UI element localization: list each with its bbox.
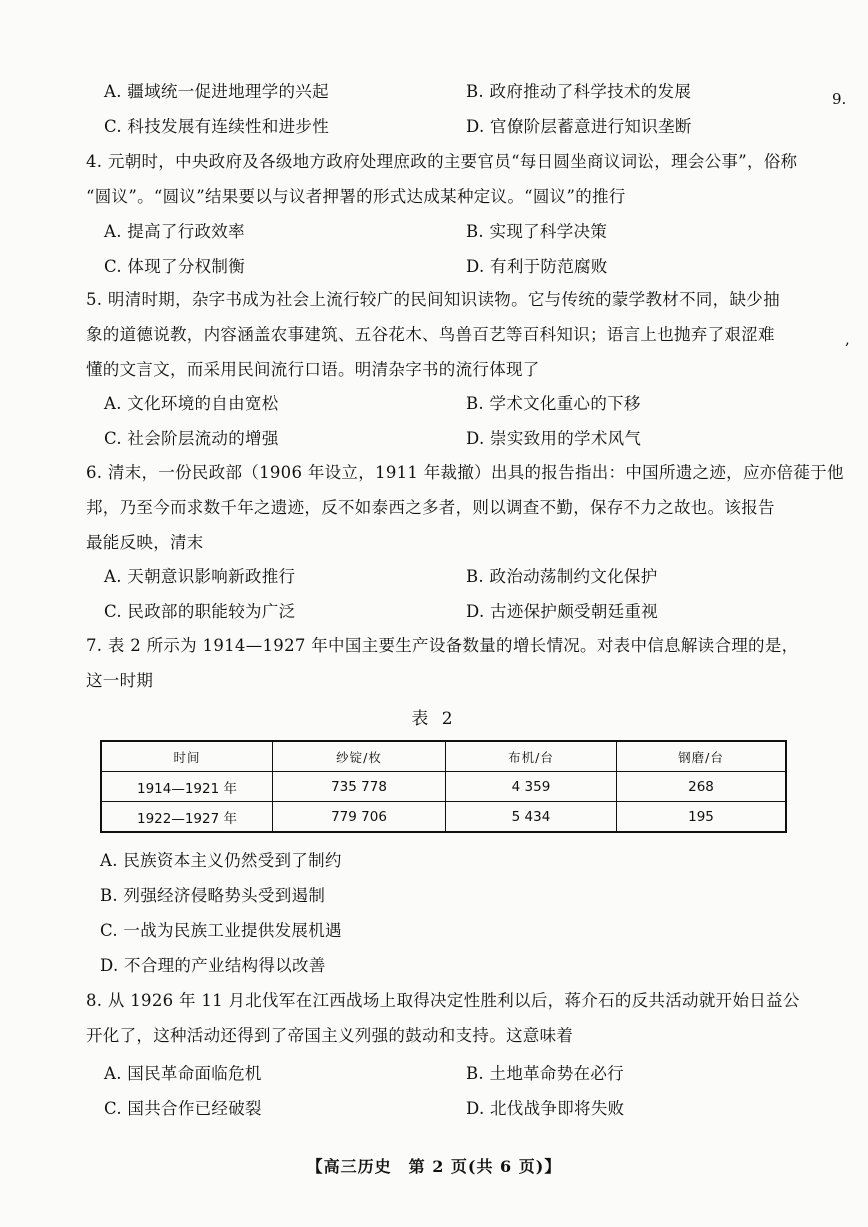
q5-stem-line-2: 象的道德说教，内容涵盖农事建筑、五谷花木、鸟兽百艺等百科知识；语言上也抛弃了艰涩难: [86, 325, 775, 344]
q7-option-a: A. 民族资本主义仍然受到了制约: [100, 851, 342, 870]
stray-question-number: 9.: [832, 90, 847, 108]
q3-option-c: C. 科技发展有连续性和进步性: [104, 117, 330, 136]
table-header-looms: 布机/台: [446, 741, 617, 772]
q8-stem-line-1: 8. 从 1926 年 11 月北伐军在江西战场上取得决定性胜利以后，蒋介石的反共活动就开始日益公: [86, 991, 800, 1010]
q8-option-d: D. 北伐战争即将失败: [466, 1099, 625, 1118]
q7-stem-line-1: 7. 表 2 所示为 1914—1927 年中国主要生产设备数量的增长情况。对表中信息解读合理的是，: [86, 636, 799, 655]
table-header-spindles: 纱锭/枚: [273, 741, 446, 772]
table-header-mills: 钢磨/台: [617, 741, 787, 772]
table-cell: 779 706: [273, 802, 446, 833]
q4-stem-line-1: 4. 元朝时，中央政府及各级地方政府处理庶政的主要官员“每日圆坐商议词讼，理会公事”，俗称: [86, 152, 798, 171]
data-table: [100, 740, 787, 833]
table-cell: 735 778: [273, 772, 446, 802]
q6-option-b: B. 政治动荡制约文化保护: [466, 567, 658, 586]
q3-option-a: A. 疆域统一促进地理学的兴起: [104, 82, 329, 101]
q4-option-d: D. 有利于防范腐败: [466, 257, 608, 276]
q7-option-d: D. 不合理的产业结构得以改善: [100, 956, 326, 975]
q6-option-c: C. 民政部的职能较为广泛: [104, 602, 296, 621]
q5-option-a: A. 文化环境的自由宽松: [104, 394, 279, 413]
table-cell: 195: [617, 802, 787, 833]
q5-option-d: D. 崇实致用的学术风气: [466, 429, 642, 448]
q7-option-b: B. 列强经济侵略势头受到遏制: [100, 886, 326, 905]
q8-option-a: A. 国民革命面临危机: [104, 1064, 262, 1083]
table-cell: 1922—1927 年: [101, 802, 273, 833]
q4-option-c: C. 体现了分权制衡: [104, 257, 246, 276]
q4-stem-line-2: “圆议”。“圆议”结果要以与议者押署的形式达成某种定议。“圆议”的推行: [86, 187, 626, 206]
q6-stem-line-3: 最能反映，清末: [86, 533, 204, 552]
table-title: 表 2: [411, 709, 457, 729]
table-row: [101, 802, 786, 833]
q6-stem-line-1: 6. 清末，一份民政部（1906 年设立，1911 年裁撤）出具的报告指出：中国所遗之迹，应亦倍蓰于他: [86, 463, 844, 482]
table-row: [101, 772, 786, 802]
q6-option-d: D. 古迹保护颇受朝廷重视: [466, 602, 659, 621]
q8-option-b: B. 土地革命势在必行: [466, 1064, 624, 1083]
table-cell: 268: [617, 772, 787, 802]
q5-stem-line-1: 5. 明清时期，杂字书成为社会上流行较广的民间知识读物。它与传统的蒙学教材不同，缺少抽: [86, 290, 780, 309]
q3-option-d: D. 官僚阶层蓄意进行知识垄断: [466, 117, 692, 136]
table-header-time: 时间: [101, 741, 273, 772]
q8-stem-line-2: 开化了，这种活动还得到了帝国主义列强的鼓动和支持。这意味着: [86, 1026, 574, 1045]
stray-mark: ,: [845, 330, 850, 348]
q7-stem-line-2: 这一时期: [86, 671, 154, 690]
q5-option-c: C. 社会阶层流动的增强: [104, 429, 279, 448]
table-header-row: [101, 741, 786, 772]
q7-option-c: C. 一战为民族工业提供发展机遇: [100, 921, 342, 940]
table-cell: 5 434: [446, 802, 617, 833]
q3-option-b: B. 政府推动了科学技术的发展: [466, 82, 692, 101]
q4-option-b: B. 实现了科学决策: [466, 222, 608, 241]
q4-option-a: A. 提高了行政效率: [104, 222, 245, 241]
table-cell: 1914—1921 年: [101, 772, 273, 802]
table-cell: 4 359: [446, 772, 617, 802]
q5-stem-line-3: 懂的文言文，而采用民间流行口语。明清杂字书的流行体现了: [86, 360, 540, 379]
q6-stem-line-2: 邦，乃至今而求数千年之遗迹，反不如泰西之多者，则以调查不勤，保存不力之故也。该报告: [86, 498, 775, 517]
q8-option-c: C. 国共合作已经破裂: [104, 1099, 262, 1118]
q5-option-b: B. 学术文化重心的下移: [466, 394, 641, 413]
page-footer: 【高三历史 第 2 页(共 6 页)】: [306, 1157, 562, 1176]
q6-option-a: A. 天朝意识影响新政推行: [104, 567, 296, 586]
